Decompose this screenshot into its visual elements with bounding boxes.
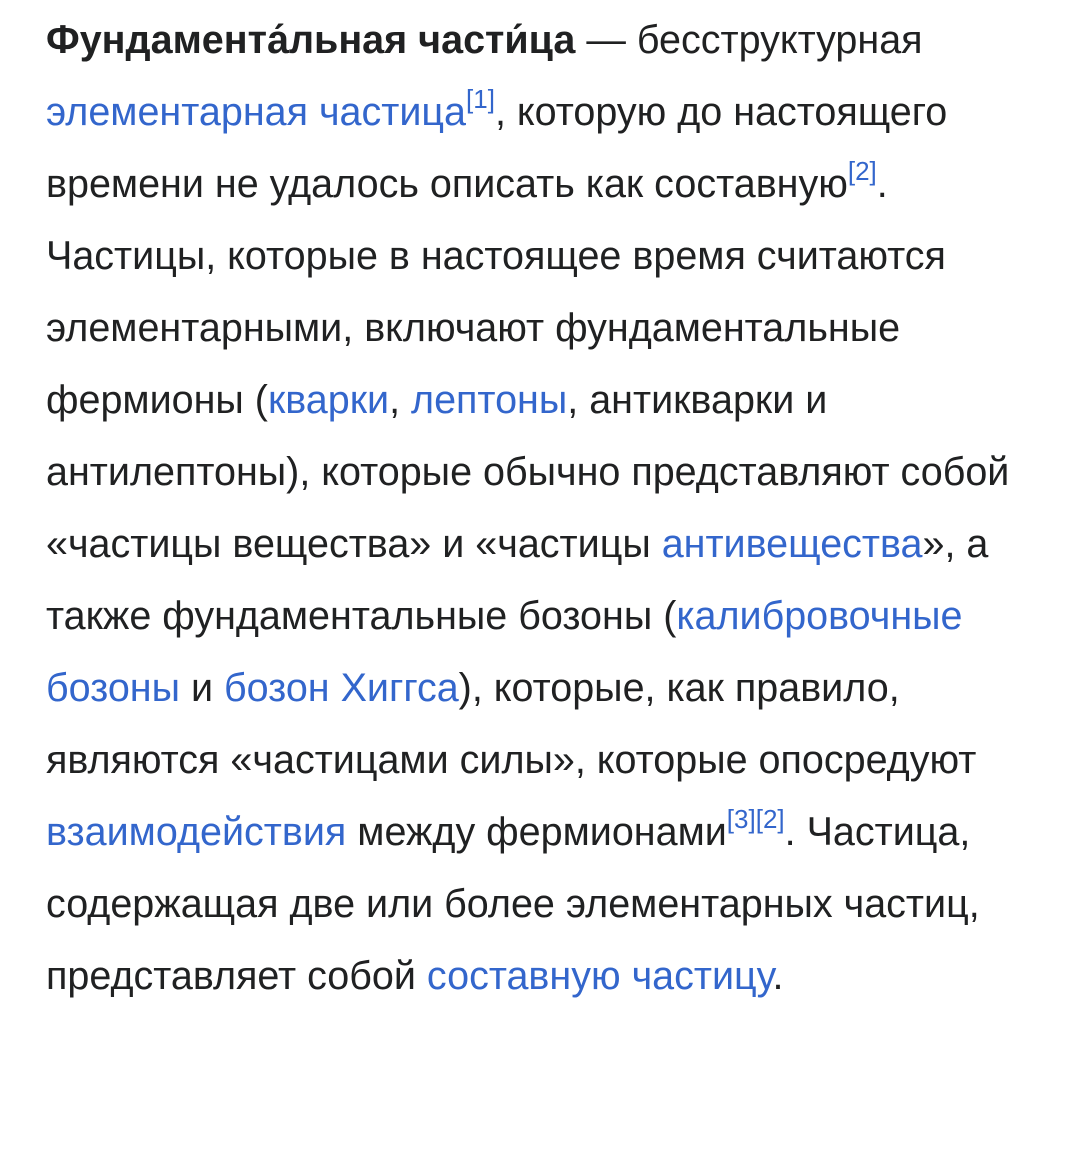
- text-segment: ), которые, как правило, являются «частицами силы», которые опосредуют: [46, 666, 977, 782]
- link-composite-particle[interactable]: составную частицу: [426, 954, 773, 998]
- text-segment: , антикварки и антилептоны), которые обычно представляют собой «частицы вещества» и «частицы: [46, 378, 1010, 566]
- reference-2: [848, 156, 877, 186]
- reference-link-3[interactable]: [3]: [726, 803, 756, 834]
- reference-link-2[interactable]: [2]: [847, 155, 877, 186]
- article-term: Фундамента́льная части́ца: [46, 18, 576, 62]
- text-segment: .: [772, 954, 784, 998]
- text-segment: », а также фундаментальные бозоны (: [46, 522, 989, 638]
- link-interactions[interactable]: взаимодействия: [46, 810, 347, 854]
- reference-link-2-repeat[interactable]: [2]: [755, 803, 785, 834]
- link-higgs-boson[interactable]: бозон Хиггса: [224, 666, 459, 710]
- reference-link-1[interactable]: [1]: [466, 83, 495, 114]
- text-segment: , которую до настоящего времени не удалось описать как составную: [46, 90, 948, 206]
- link-elementary-particle[interactable]: элементарная частица: [46, 90, 467, 134]
- lead-paragraph: [46, 4, 1046, 1012]
- text-segment: — бесструктурная: [575, 18, 923, 62]
- link-leptons[interactable]: лептоны: [411, 378, 568, 422]
- reference-3: [727, 804, 785, 834]
- reference-1: [466, 84, 495, 114]
- text-segment: ,: [389, 378, 412, 422]
- text-segment: . Частица, содержащая две или более элементарных частиц, представляет собой: [46, 810, 980, 998]
- article-body: [46, 0, 1046, 1012]
- text-segment: . Частицы, которые в настоящее время считаются элементарными, включают фундаментальные фермионы (: [46, 162, 946, 422]
- text-segment: и: [180, 666, 225, 710]
- link-quarks[interactable]: кварки: [267, 378, 390, 422]
- link-antimatter[interactable]: антивещества: [661, 522, 923, 566]
- text-segment: между фермионами: [346, 810, 727, 854]
- link-gauge-bosons[interactable]: калибровочные бозоны: [46, 594, 963, 710]
